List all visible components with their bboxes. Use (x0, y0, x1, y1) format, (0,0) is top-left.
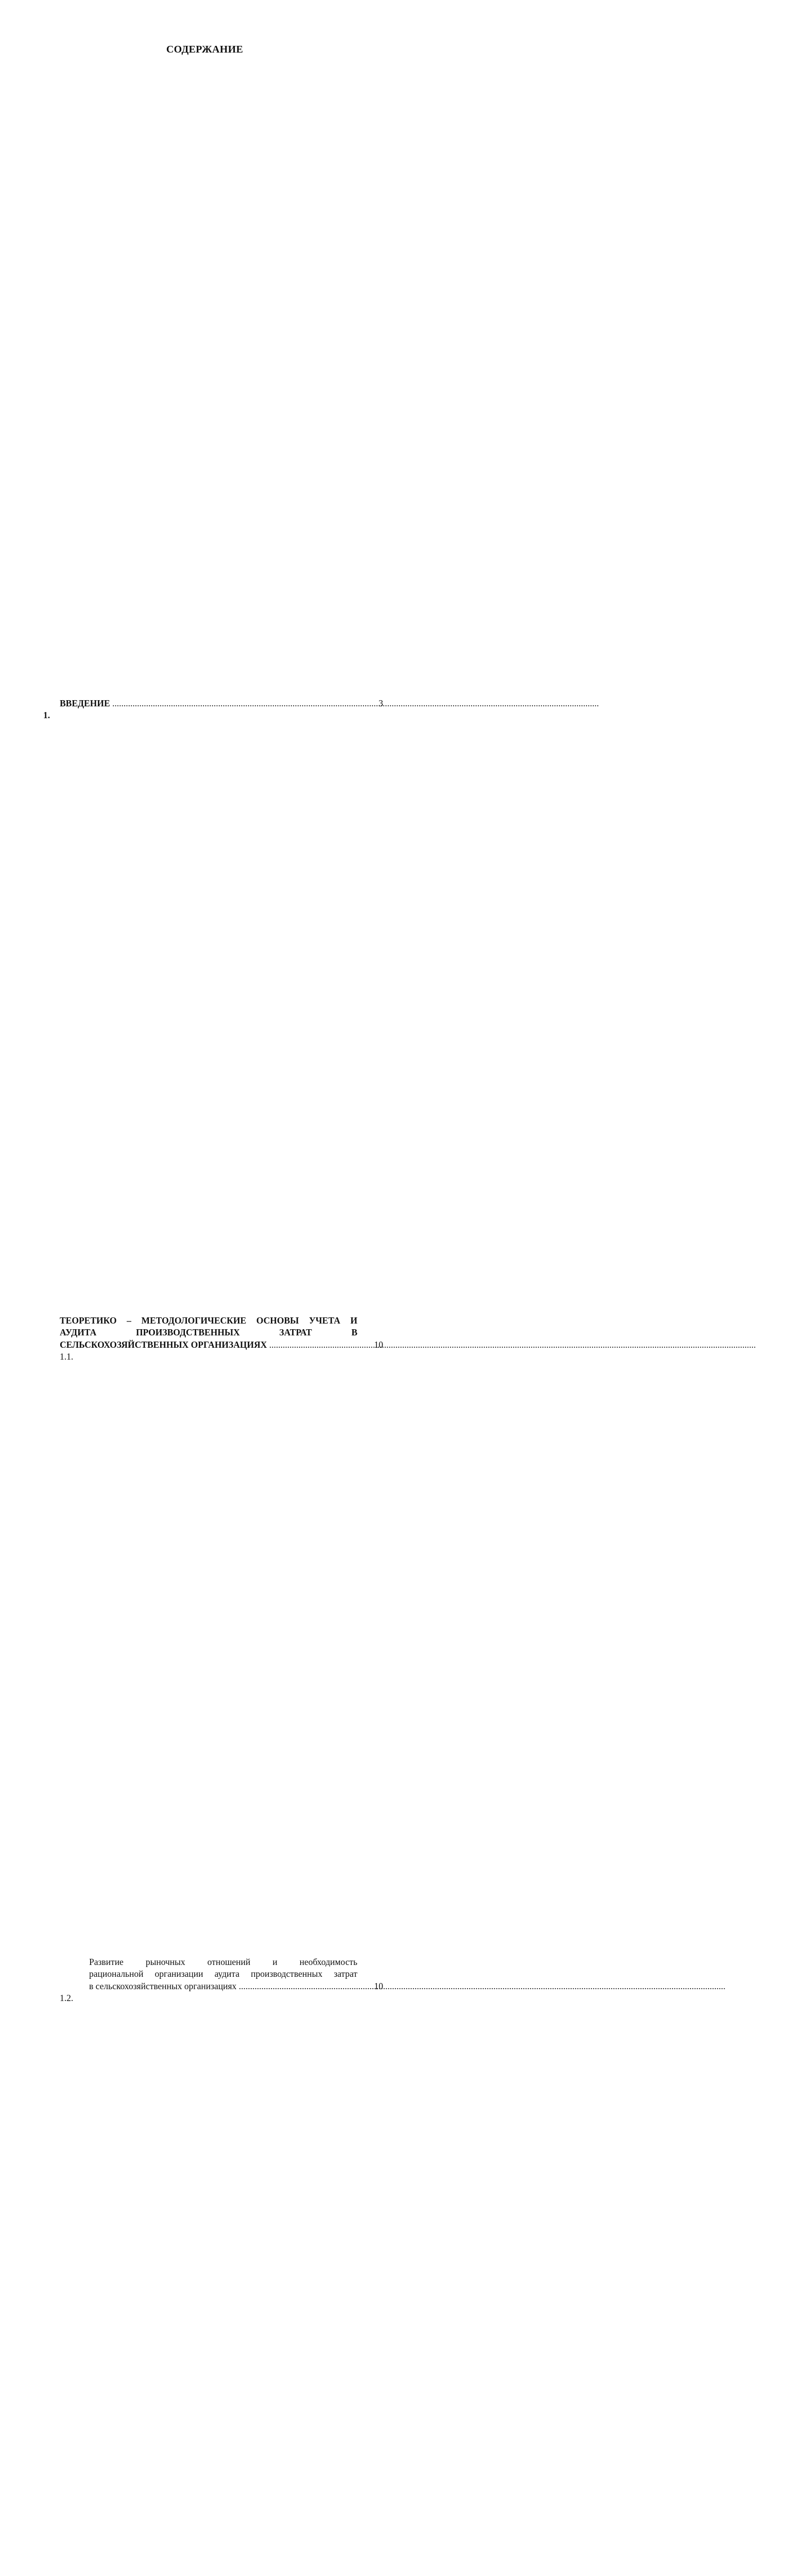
toc-entry-title-line: ТЕОРЕТИКО – МЕТОДОЛОГИЧЕСКИЕ ОСНОВЫ УЧЕТА И (60, 1315, 358, 1326)
toc-entry-title: ВВЕДЕНИЕ ..... (60, 698, 357, 710)
toc-page-number (357, 1992, 383, 2576)
toc-entry-title-line: рациональной организации аудита производственных затрат (89, 1969, 358, 1979)
toc-page-number: 3 (378, 698, 384, 708)
toc-section-1-2[interactable] (43, 1992, 383, 2576)
toc-entry-title-line: в сельскохозяйственных организациях ..... (89, 1980, 357, 1993)
chapter-number: 1. (43, 710, 50, 720)
toc-page-number: 10 (374, 1339, 384, 1350)
toc-entry-title-line: СЕЛЬСКОХОЗЯЙСТВЕННЫХ ОРГАНИЗАЦИЯХ ..... (60, 1339, 357, 1351)
table-of-contents (43, 68, 383, 2576)
section-number: 1.2. (60, 1993, 74, 2003)
toc-entry-title-line: АУДИТА ПРОИЗВОДСТВЕННЫХ ЗАТРАТ В (60, 1327, 358, 1337)
toc-chapter-1[interactable] (43, 709, 383, 1351)
toc-section-1-1[interactable] (43, 1351, 383, 1992)
page-title: СОДЕРЖАНИЕ (166, 44, 244, 55)
toc-entry-intro[interactable] (43, 68, 383, 709)
toc-entry-title-line: Развитие рыночных отношений и необходимость (89, 1956, 358, 1967)
toc-page-number: 10 (374, 1980, 384, 1991)
toc-page (0, 0, 409, 2003)
section-number: 1.1. (60, 1351, 74, 1362)
